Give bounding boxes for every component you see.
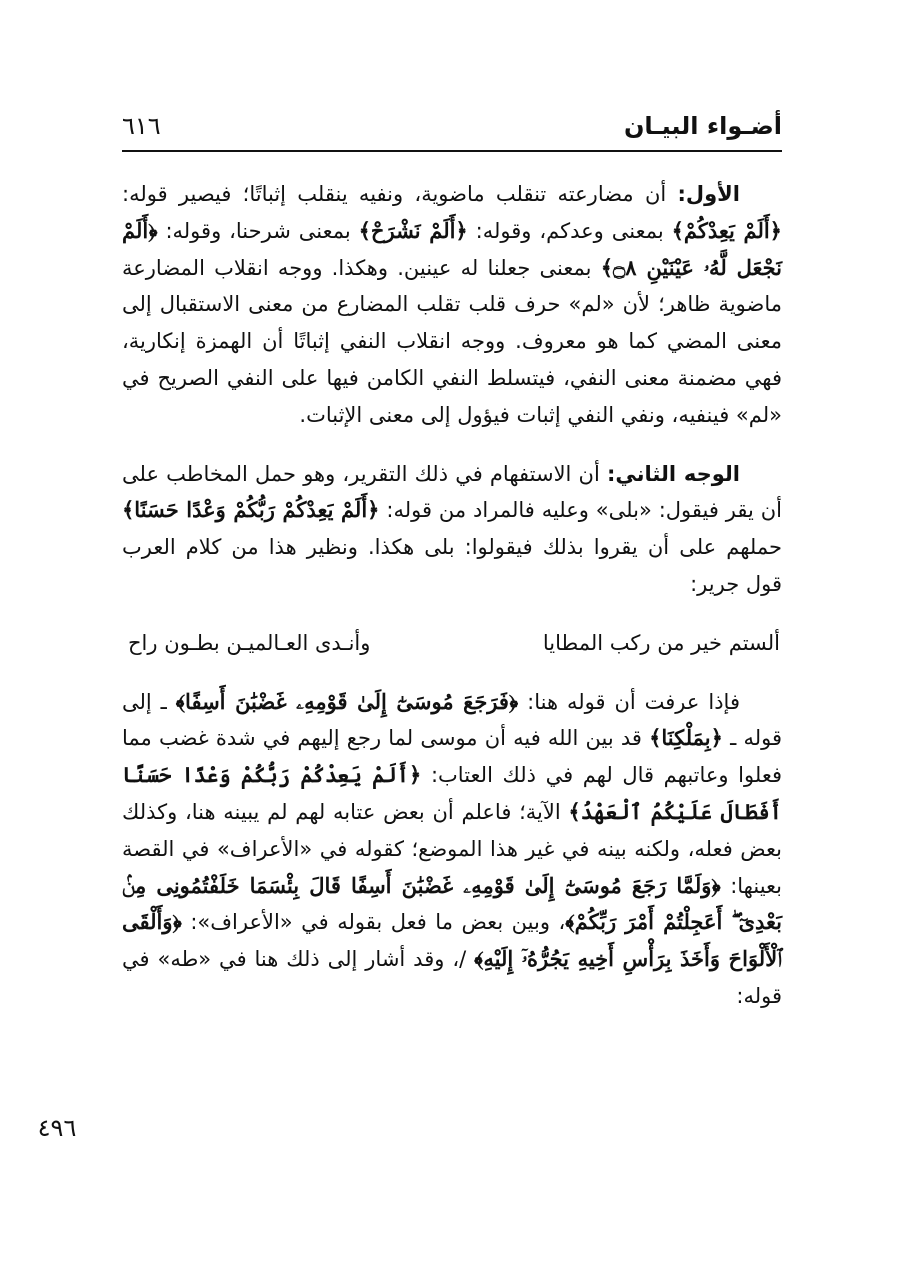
poem-first-hemistich: ألستم خير من ركب المطايا <box>542 630 780 655</box>
header-rule <box>122 150 782 152</box>
paragraph-first-aspect <box>122 176 782 434</box>
text-run: الآية؛ فاعلم أن بعض عتابه لهم لم يبينه هنا، وكذلك بعض فعله، ولكنه بينه في غير هذا الموضع؛ كقوله في «الأعراف» في القصة بعينها: <box>122 799 783 898</box>
paragraph-lead: الوجه الثاني: <box>606 461 740 486</box>
page-header <box>122 108 782 152</box>
text-run: /، وقد أشار إلى ذلك هنا في «طه» في قوله: <box>122 947 782 1008</box>
quran-verse: ﴿أَلَمْ يَعِدْكُمْ رَبُّكُمْ وَعْدًا حَسَنًا﴾ <box>122 497 380 523</box>
paragraph-gap <box>122 662 782 684</box>
quran-verse: ﴿وَأَلْقَى ٱلْأَلْوَاحَ وَأَخَذَ بِرَأْسِ أَخِيهِ يَجُرُّهُۥٓ إِلَيْهِ﴾ <box>122 909 782 972</box>
text-run: ـ إلى قوله ـ <box>122 689 782 751</box>
paragraph-gap <box>122 434 782 456</box>
text-run: أن مضارعته تنقلب ماضوية، ونفيه ينقلب إثباتًا؛ فيصير قوله: <box>122 182 678 206</box>
quran-verse: ﴿فَرَجَعَ مُوسَىٰٓ إِلَىٰ قَوْمِهِۦ غَضْبَٰنَ أَسِفًا﴾ <box>175 688 519 714</box>
page-body <box>122 176 782 1015</box>
text-run: بمعنى وعدكم، وقوله: <box>467 218 672 243</box>
text-run: ، وبين بعض ما فعل بقوله في «الأعراف»: <box>181 910 566 935</box>
text-run: بمعنى جعلنا له عينين. وهكذا. ووجه انقلاب المضارعة ماضوية ظاهر؛ لأن «لم» حرف قلب تقلب المضارع من معنى الاستقبال إلى معنى المضي كما هو معروف. ووجه انقلاب النفي إثباتًا أن الهمزة إنكارية، فهي مضمنة معنى النفي، فيتسلط النفي الكامن فيها على النفي الصريح في «لم» فينفيه، ونفي النفي إثبات فيؤول إلى معنى الإثبات. <box>122 255 782 427</box>
page-number: ٦١٦ <box>122 112 161 140</box>
text-run: بمعنى شرحنا، وقوله: <box>157 218 359 243</box>
margin-page-number: ٤٩٦ <box>37 1114 77 1142</box>
paragraph-gap <box>122 603 782 625</box>
quran-verse: ﴿أَلَمْ يَعِدْكُمْ رَبُّكُمْ وَعْدًا حَسَنًا أَفَطَالَ عَلَيْكُمُ ٱلْعَهْدُ﴾ <box>122 762 782 824</box>
quran-verse: ﴿أَلَمْ يَعِدْكُمْ﴾ <box>671 217 782 243</box>
paragraph-second-aspect <box>122 456 782 603</box>
text-run: أن الاستفهام في ذلك التقرير، وهو حمل المخاطب على أن يقر فيقول: «بلى» وعليه فالمراد من قوله: <box>122 461 782 523</box>
running-title: أضـواء البيـان <box>623 112 782 140</box>
text-run: فإذا عرفت أن قوله هنا: <box>518 689 740 714</box>
poem-second-hemistich: وأنـدى العـالميـن بطـون راح <box>128 630 371 655</box>
paragraph-lead: الأول: <box>677 182 740 206</box>
text-run: قد بين الله فيه أن موسى لما رجع إليهم في شدة غضب مما فعلوا وعاتبهم قال لهم في ذلك العتاب: <box>122 726 782 788</box>
text-run: حملهم على أن يقروا بذلك فيقولوا: بلى هكذا. ونظير هذا من كلام العرب قول جرير: <box>122 535 782 596</box>
poetry-verse <box>122 625 782 662</box>
quran-verse: ﴿أَلَمْ نَشْرَحْ﴾ <box>358 217 468 243</box>
paragraph-moses-return <box>122 684 782 1015</box>
quran-verse: ﴿أَلَمْ نَجْعَل لَّهُۥ عَيْنَيْنِ ۝٨﴾ <box>122 217 782 280</box>
quran-verse: ﴿بِمَلْكِنَا﴾ <box>649 725 723 751</box>
quran-verse: ﴿وَلَمَّا رَجَعَ مُوسَىٰٓ إِلَىٰ قَوْمِهِۦ غَضْبَٰنَ أَسِفًا قَالَ بِئْسَمَا خَلَفْتُمُونِى مِنۢ بَعْدِىٓ ۖ أَعَجِلْتُمْ أَمْرَ رَبِّكُمْ﴾ <box>122 872 783 935</box>
